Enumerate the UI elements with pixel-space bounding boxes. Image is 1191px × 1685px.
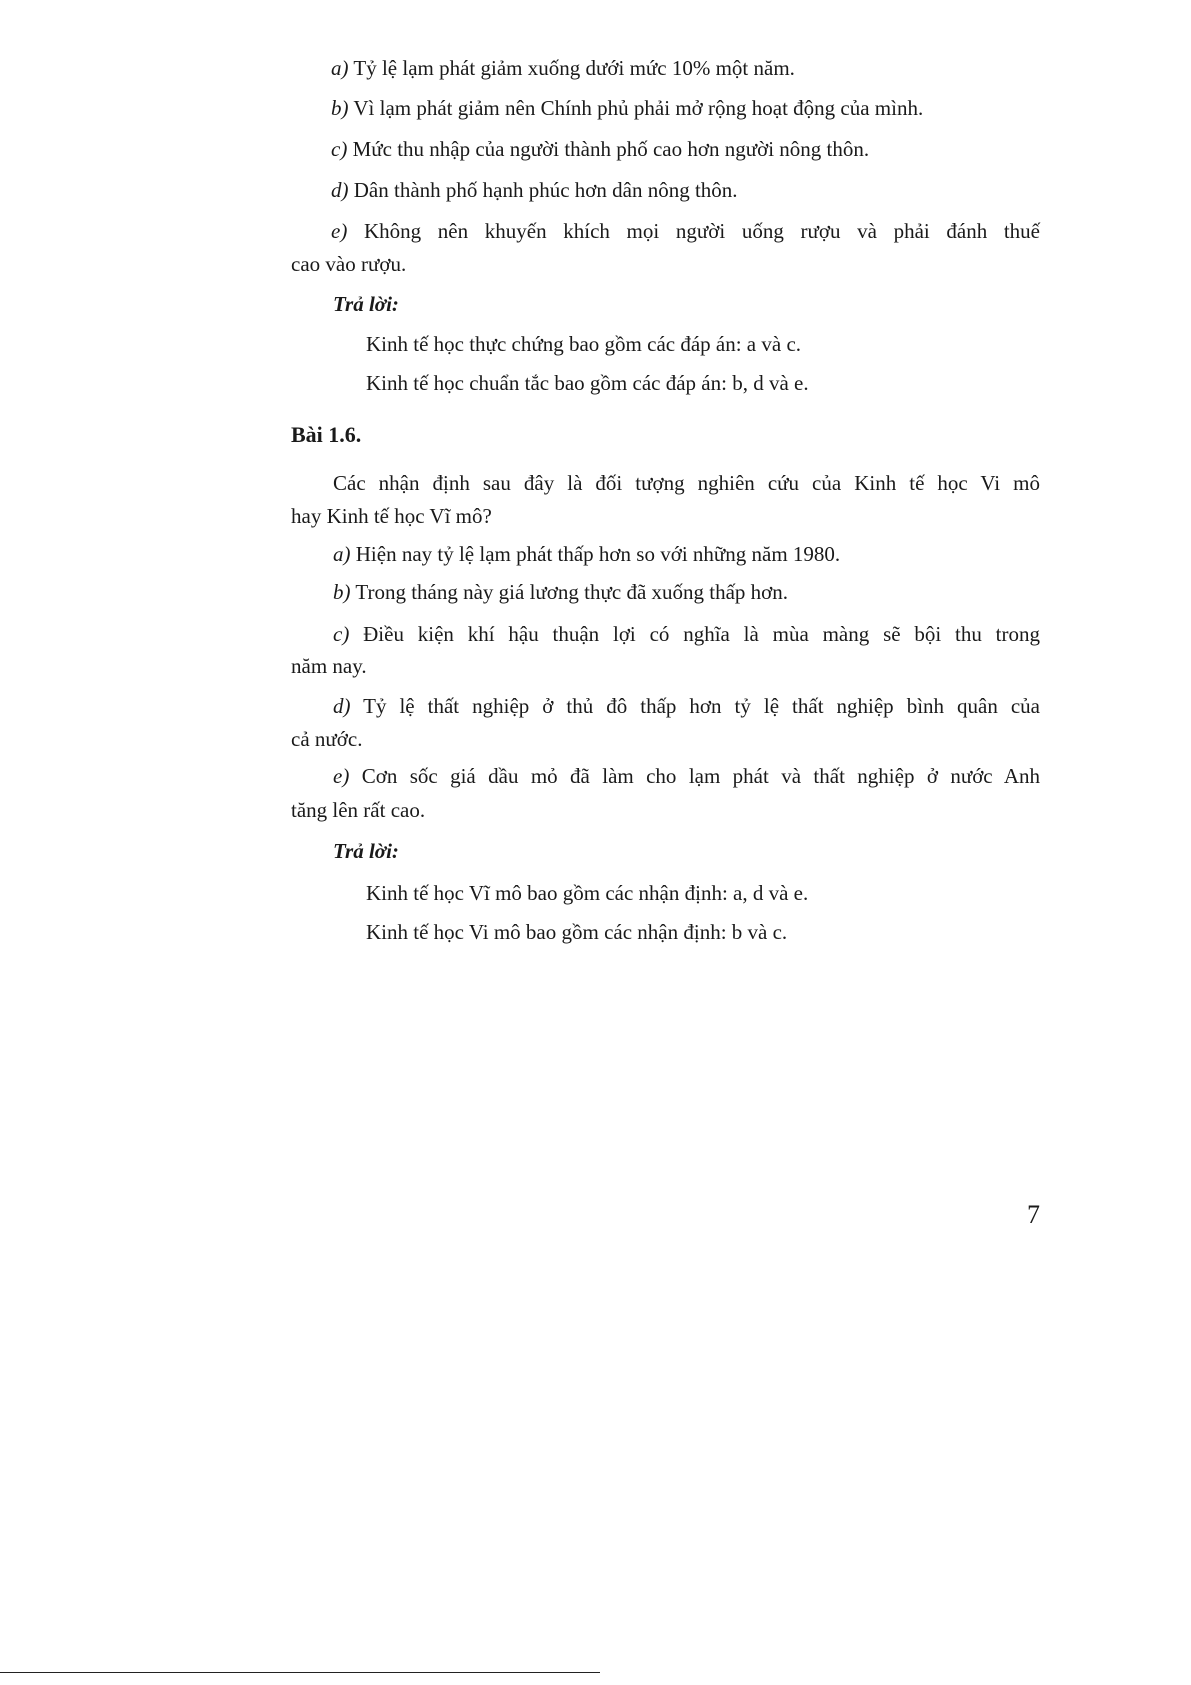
item-label: a) [331,56,349,80]
item-label: b) [331,96,349,120]
item-a [333,542,840,566]
item-label: c) [331,137,348,161]
item-text: Vì lạm phát giảm nên Chính phủ phải mở rộng hoạt động của mình. [353,96,924,120]
item-d-cont: cả nước. [291,727,363,751]
item-e [331,219,1040,243]
answer-line: Kinh tế học chuẩn tắc bao gồm các đáp án: b, d và e. [366,371,809,395]
section-heading: Bài 1.6. [291,422,362,447]
item-label: d) [333,694,351,718]
item-label: b) [333,580,351,604]
item-text: Trong tháng này giá lương thực đã xuống thấp hơn. [355,580,789,604]
answer-line: Kinh tế học Vi mô bao gồm các nhận định: b và c. [366,920,788,944]
item-text: Mức thu nhập của người thành phố cao hơn người nông thôn. [352,137,870,161]
item-text: Tỷ lệ thất nghiệp ở thủ đô thấp hơn tỷ lệ thất nghiệp bình quân của [363,694,1041,718]
bottom-rule [0,1672,600,1673]
item-label: e) [331,219,348,243]
item-e-cont: cao vào rượu. [291,252,407,276]
item-text: Không nên khuyến khích mọi người uống rượu và phải đánh thuế [363,219,1041,243]
item-b [331,96,923,120]
item-c-cont: năm nay. [291,654,367,678]
item-c [333,622,1040,646]
item-label: a) [333,542,351,566]
item-d [333,694,1040,718]
item-text: Tỷ lệ lạm phát giảm xuống dưới mức 10% một năm. [353,56,795,80]
item-label: e) [333,764,350,788]
item-e [333,764,1040,788]
intro-line: hay Kinh tế học Vĩ mô? [291,504,492,528]
answer-line: Kinh tế học thực chứng bao gồm các đáp án: a và c. [366,332,802,356]
item-a [331,56,795,80]
answer-label: Trả lời: [333,839,399,863]
item-d [331,178,738,202]
item-text: Hiện nay tỷ lệ lạm phát thấp hơn so với những năm 1980. [355,542,841,566]
intro-line: Các nhận định sau đây là đối tượng nghiên cứu của Kinh tế học Vi mô [333,471,1040,495]
item-b [333,580,788,604]
item-e-cont: tăng lên rất cao. [291,798,426,822]
item-c [331,137,869,161]
page-number: 7 [1027,1200,1040,1229]
item-text: Dân thành phố hạnh phúc hơn dân nông thôn. [353,178,738,202]
answer-label: Trả lời: [333,292,399,316]
item-label: c) [333,622,350,646]
answer-line: Kinh tế học Vĩ mô bao gồm các nhận định: a, d và e. [366,881,809,905]
item-text: Cơn sốc giá dầu mỏ đã làm cho lạm phát và thất nghiệp ở nước Anh [361,764,1041,788]
item-text: Điều kiện khí hậu thuận lợi có nghĩa là mùa màng sẽ bội thu trong [363,622,1040,646]
item-label: d) [331,178,349,202]
